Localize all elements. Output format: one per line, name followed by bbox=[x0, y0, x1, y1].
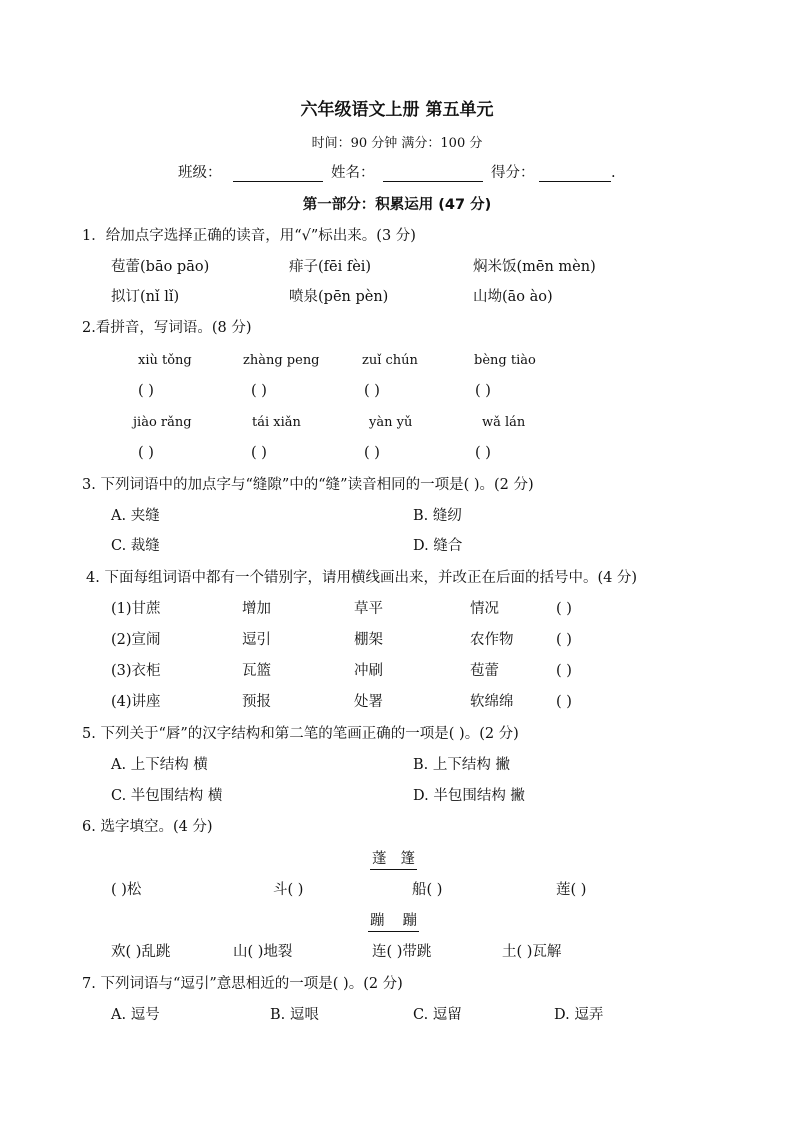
q6-stem: 6. 选字填空。(4 分) bbox=[82, 819, 213, 835]
q4-word[interactable]: 冲刷 bbox=[354, 663, 383, 679]
q4-answer-box[interactable]: ( ) bbox=[556, 663, 572, 679]
q1-item[interactable]: 痱子(fēi fèi) bbox=[289, 259, 372, 275]
q1-item[interactable]: 山坳(āo ào) bbox=[473, 289, 553, 305]
q4-answer-box[interactable]: ( ) bbox=[556, 694, 572, 710]
q4-word[interactable]: (4)讲座 bbox=[111, 694, 161, 710]
q7-option-d[interactable]: D. 逗弄 bbox=[554, 1007, 604, 1023]
q3-option-a[interactable]: A. 夹缝 bbox=[111, 508, 160, 524]
q6-char: 蓬 bbox=[372, 851, 387, 867]
q4-word[interactable]: 增加 bbox=[242, 601, 271, 617]
q1-item[interactable]: 拟订(nǐ lǐ) bbox=[111, 289, 180, 305]
q4-word[interactable]: 逗引 bbox=[242, 632, 271, 648]
q4-word[interactable]: 预报 bbox=[242, 694, 271, 710]
q4-word[interactable]: 农作物 bbox=[470, 632, 514, 648]
q2-answer-box[interactable]: ( ) bbox=[475, 445, 491, 461]
q6-blank[interactable]: 欢( )乱跳 bbox=[111, 944, 171, 960]
class-label: 班级： bbox=[178, 165, 222, 181]
q4-word[interactable]: 瓦篮 bbox=[242, 663, 271, 679]
q7-stem: 7. 下列词语与“逗引”意思相近的一项是( )。(2 分) bbox=[82, 976, 403, 992]
end-dot: . bbox=[611, 165, 616, 181]
q1-stem: 1．给加点字选择正确的读音，用“√”标出来。(3 分) bbox=[82, 228, 416, 244]
q2-pinyin: jiào rǎng bbox=[133, 415, 192, 430]
q6-char-pair-1 bbox=[370, 852, 417, 870]
q4-word[interactable]: 处署 bbox=[354, 694, 383, 710]
score-field[interactable] bbox=[539, 167, 611, 182]
q4-word[interactable]: 草平 bbox=[354, 601, 383, 617]
q3-option-d[interactable]: D. 缝合 bbox=[413, 538, 463, 554]
page-title: 六年级语文上册 第五单元 bbox=[300, 100, 494, 120]
q2-answer-box[interactable]: ( ) bbox=[251, 445, 267, 461]
q4-word[interactable]: 软绵绵 bbox=[470, 694, 514, 710]
q2-stem: 2.看拼音，写词语。(8 分) bbox=[82, 320, 252, 336]
q7-option-c[interactable]: C. 逗留 bbox=[413, 1007, 462, 1023]
q6-blank[interactable]: 斗( ) bbox=[273, 882, 304, 898]
q7-option-a[interactable]: A. 逗号 bbox=[111, 1007, 160, 1023]
q4-word[interactable]: (1)甘蔗 bbox=[111, 601, 161, 617]
score-label: 得分： bbox=[491, 165, 535, 181]
name-label: 姓名： bbox=[331, 165, 375, 181]
q4-stem: 4. 下面每组词语中都有一个错别字，请用横线画出来，并改正在后面的括号中。(4 分) bbox=[86, 570, 638, 586]
q6-blank[interactable]: 连( )带跳 bbox=[372, 944, 432, 960]
q3-option-b[interactable]: B. 缝纫 bbox=[413, 508, 462, 524]
q2-answer-box[interactable]: ( ) bbox=[364, 445, 380, 461]
q5-option-d[interactable]: D. 半包围结构 撇 bbox=[413, 788, 525, 804]
q2-answer-box[interactable]: ( ) bbox=[138, 383, 154, 399]
q6-blank[interactable]: 莲( ) bbox=[556, 882, 587, 898]
q6-char: 篷 bbox=[400, 851, 415, 867]
q5-option-c[interactable]: C. 半包围结构 横 bbox=[111, 788, 223, 804]
q2-pinyin: xiù tǒng bbox=[138, 353, 192, 368]
q4-word[interactable]: 苞蕾 bbox=[470, 663, 499, 679]
q6-blank[interactable]: ( )松 bbox=[111, 882, 142, 898]
q1-item[interactable]: 喷泉(pēn pèn) bbox=[289, 289, 389, 305]
q2-pinyin: zuǐ chún bbox=[362, 353, 418, 368]
q1-item[interactable]: 苞蕾(bāo pāo) bbox=[111, 259, 210, 275]
q2-pinyin: zhàng peng bbox=[243, 353, 320, 368]
q2-pinyin: bèng tiào bbox=[474, 353, 536, 368]
q5-stem: 5. 下列关于“唇”的汉字结构和第二笔的笔画正确的一项是( )。(2 分) bbox=[82, 726, 519, 742]
q4-word[interactable]: 情况 bbox=[470, 601, 499, 617]
q4-word[interactable]: 棚架 bbox=[354, 632, 383, 648]
q1-item[interactable]: 焖米饭(mēn mèn) bbox=[473, 259, 596, 275]
q3-stem: 3. 下列词语中的加点字与“缝隙”中的“缝”读音相同的一项是( )。(2 分) bbox=[82, 477, 534, 493]
q2-pinyin: yàn yǔ bbox=[369, 415, 413, 430]
q6-char: 蹦 bbox=[370, 913, 385, 929]
q2-pinyin: wǎ lán bbox=[482, 415, 526, 430]
q6-blank[interactable]: 山( )地裂 bbox=[233, 944, 293, 960]
q5-option-a[interactable]: A. 上下结构 横 bbox=[111, 757, 208, 773]
q6-char-pair-2 bbox=[368, 914, 419, 932]
q6-blank[interactable]: 土( )瓦解 bbox=[502, 944, 562, 960]
name-field[interactable] bbox=[383, 167, 483, 182]
part1-heading: 第一部分：积累运用 (47 分) bbox=[302, 197, 492, 213]
q5-option-b[interactable]: B. 上下结构 撇 bbox=[413, 757, 510, 773]
q4-word[interactable]: (2)宣闹 bbox=[111, 632, 161, 648]
q2-answer-box[interactable]: ( ) bbox=[138, 445, 154, 461]
q2-answer-box[interactable]: ( ) bbox=[475, 383, 491, 399]
q2-pinyin: tái xiǎn bbox=[252, 415, 301, 430]
q4-answer-box[interactable]: ( ) bbox=[556, 632, 572, 648]
q6-char: 蹦 bbox=[402, 913, 417, 929]
q7-option-b[interactable]: B. 逗哏 bbox=[270, 1007, 319, 1023]
q2-answer-box[interactable]: ( ) bbox=[364, 383, 380, 399]
q4-answer-box[interactable]: ( ) bbox=[556, 601, 572, 617]
q3-option-c[interactable]: C. 裁缝 bbox=[111, 538, 160, 554]
q6-blank[interactable]: 船( ) bbox=[412, 882, 443, 898]
q2-answer-box[interactable]: ( ) bbox=[251, 383, 267, 399]
q4-word[interactable]: (3)衣柜 bbox=[111, 663, 161, 679]
time-score-line: 时间：90 分钟 满分：100 分 bbox=[311, 136, 483, 151]
class-field[interactable] bbox=[233, 167, 323, 182]
